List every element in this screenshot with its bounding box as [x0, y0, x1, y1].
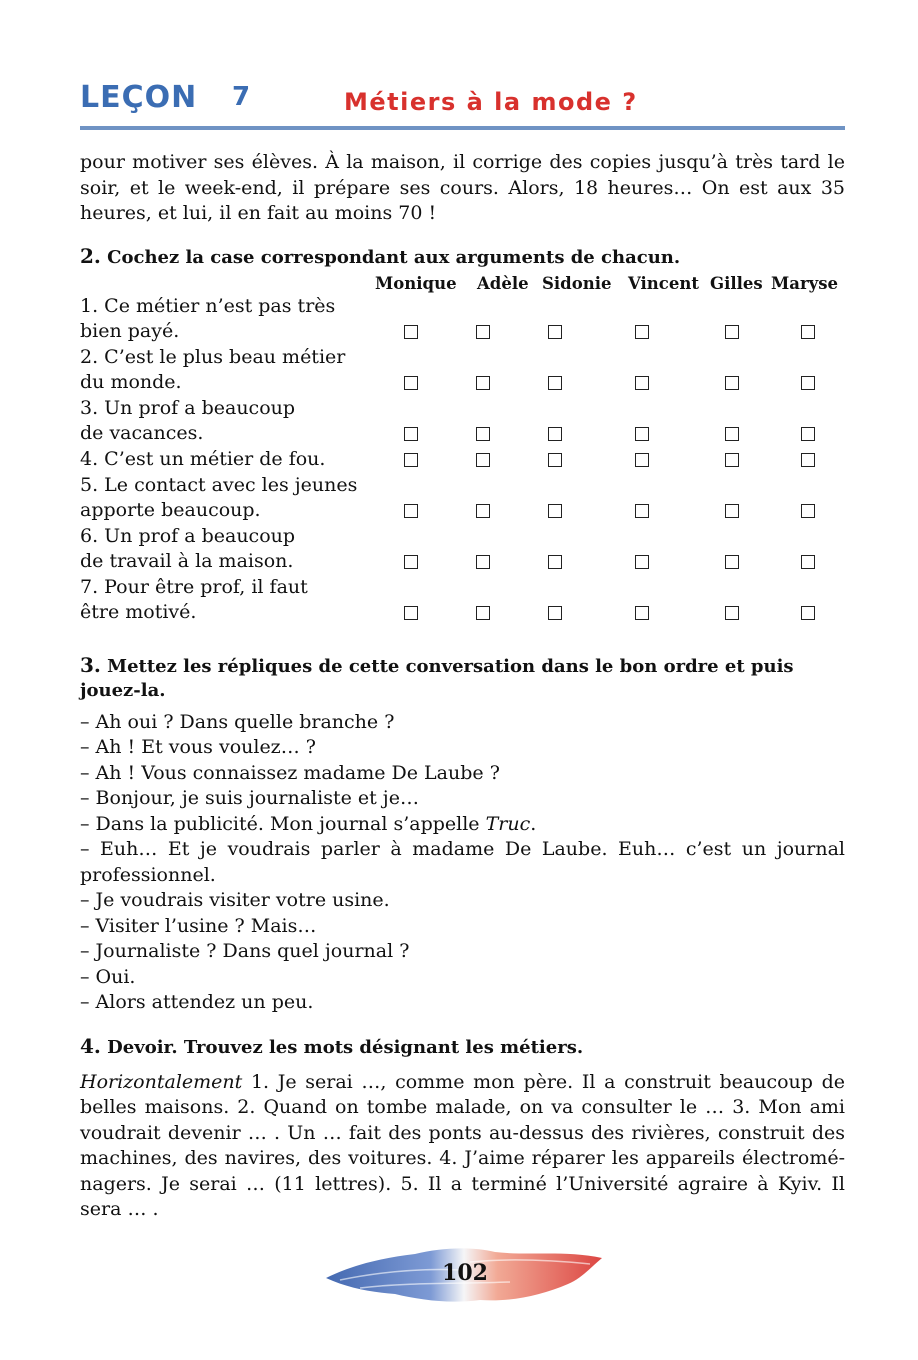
- row-label-line: 4. C’est un métier de fou.: [80, 447, 326, 470]
- answer-checkbox[interactable]: [635, 453, 649, 467]
- exercise-3-heading: [80, 653, 845, 703]
- lesson-label: LEÇON: [80, 80, 198, 115]
- answer-checkbox[interactable]: [476, 325, 490, 339]
- answer-checkbox[interactable]: [801, 376, 815, 390]
- dialogue-line: – Alors attendez un peu.: [80, 991, 314, 1013]
- row-label-line: de travail à la maison.: [80, 550, 294, 572]
- column-header: Maryse: [771, 273, 839, 293]
- table-row-label: [80, 447, 380, 473]
- checkbox-table: [80, 274, 845, 634]
- exercise-4-text: [80, 1070, 845, 1223]
- dialogue-line: [80, 812, 845, 838]
- answer-checkbox[interactable]: [548, 427, 562, 441]
- column-header: Gilles: [710, 273, 763, 293]
- answer-checkbox[interactable]: [801, 325, 815, 339]
- answer-checkbox[interactable]: [548, 453, 562, 467]
- dialogue-line: – Je voudrais visiter votre usine.: [80, 889, 390, 911]
- row-label-line: apporte beaucoup.: [80, 499, 261, 521]
- answer-checkbox[interactable]: [404, 376, 418, 390]
- row-label-line: du monde.: [80, 371, 182, 393]
- dialogue-line-suffix: .: [530, 812, 537, 835]
- row-label-line: 1. Ce métier n’est pas très: [80, 294, 336, 317]
- answer-checkbox[interactable]: [404, 606, 418, 620]
- exercise-2-number: 2.: [80, 243, 101, 268]
- table-row-label: [80, 575, 380, 626]
- answer-checkbox[interactable]: [548, 504, 562, 518]
- answer-checkbox[interactable]: [404, 555, 418, 569]
- table-row-label: [80, 473, 380, 524]
- dialogue-line: – Oui.: [80, 965, 136, 988]
- exercise-4-number: 4.: [80, 1033, 101, 1058]
- exercise-4-body: 1. Je serai …, comme mon père. Il a construit beaucoup de belles maisons. 2. Quand on tombe malade, on va consulter le … 3. Mon ami voudrait devenir … . Un … fait des ponts au-dessus des rivières, construit des machines, des navires, des voitures. 4. J’aime réparer les appareils électroménagers. Je serai … (11 lettres). 5. Il a terminé l’Université agraire à Kyiv. Il sera … .: [80, 1070, 845, 1220]
- exercise-2-instruction: Cochez la case correspondant aux arguments de chacun.: [107, 246, 681, 268]
- answer-checkbox[interactable]: [801, 504, 815, 518]
- answer-checkbox[interactable]: [476, 606, 490, 620]
- table-row-label: [80, 345, 380, 396]
- answer-checkbox[interactable]: [801, 606, 815, 620]
- answer-checkbox[interactable]: [635, 376, 649, 390]
- answer-checkbox[interactable]: [635, 325, 649, 339]
- row-label-line: 6. Un prof a beaucoup: [80, 524, 296, 547]
- answer-checkbox[interactable]: [635, 555, 649, 569]
- exercise-4-instruction: Devoir. Trouvez les mots désignant les métiers.: [107, 1036, 584, 1058]
- answer-checkbox[interactable]: [725, 427, 739, 441]
- answer-checkbox[interactable]: [725, 606, 739, 620]
- page: [80, 78, 845, 1223]
- answer-checkbox[interactable]: [635, 606, 649, 620]
- row-label-line: de vacances.: [80, 422, 204, 444]
- answer-checkbox[interactable]: [476, 427, 490, 441]
- lesson-header: [80, 78, 845, 130]
- answer-checkbox[interactable]: [404, 504, 418, 518]
- dialogue-line: – Bonjour, je suis journaliste et je…: [80, 787, 419, 809]
- row-label-line: 2. C’est le plus beau métier: [80, 345, 346, 368]
- answer-checkbox[interactable]: [635, 504, 649, 518]
- dialogue-line-text: – Dans la publicité. Mon journal s’appelle: [80, 812, 486, 835]
- column-header: Sidonie: [542, 273, 612, 293]
- exercise-4-heading: [80, 1034, 845, 1060]
- answer-checkbox[interactable]: [404, 325, 418, 339]
- answer-checkbox[interactable]: [635, 427, 649, 441]
- intro-paragraph: pour motiver ses élèves. À la maison, il corrige des copies jusqu’à très tard le soir, et le week-end, il prépare ses cours. Alors, 18 heures… On est aux 35 heures, et lui, il en fait au moins 70 !: [80, 151, 845, 224]
- dialogue-line: – Ah oui ? Dans quelle branche ?: [80, 710, 395, 733]
- answer-checkbox[interactable]: [725, 325, 739, 339]
- answer-checkbox[interactable]: [725, 555, 739, 569]
- row-label-line: 5. Le contact avec les jeunes: [80, 473, 358, 496]
- row-label-line: 7. Pour être prof, il faut: [80, 575, 308, 598]
- row-label-line: bien payé.: [80, 320, 180, 342]
- exercise-3-number: 3.: [80, 652, 101, 677]
- column-header: Vincent: [628, 273, 699, 293]
- answer-checkbox[interactable]: [801, 427, 815, 441]
- exercise-4-lead: Horizontalement: [80, 1070, 243, 1093]
- answer-checkbox[interactable]: [725, 453, 739, 467]
- dialogue-lines: [80, 710, 845, 1016]
- answer-checkbox[interactable]: [476, 376, 490, 390]
- table-row-label: [80, 524, 380, 575]
- answer-checkbox[interactable]: [548, 555, 562, 569]
- answer-checkbox[interactable]: [548, 606, 562, 620]
- dialogue-line: – Ah ! Vous connaissez madame De Laube ?: [80, 761, 500, 784]
- answer-checkbox[interactable]: [476, 504, 490, 518]
- answer-checkbox[interactable]: [404, 427, 418, 441]
- answer-checkbox[interactable]: [801, 555, 815, 569]
- row-label-line: 3. Un prof a beaucoup: [80, 396, 296, 419]
- dialogue-line: – Visiter l’usine ? Mais…: [80, 914, 317, 937]
- answer-checkbox[interactable]: [725, 504, 739, 518]
- dialogue-line: – Journaliste ? Dans quel journal ?: [80, 940, 410, 962]
- answer-checkbox[interactable]: [801, 453, 815, 467]
- exercise-2-heading: [80, 244, 845, 270]
- lesson-title: Métiers à la mode ?: [344, 88, 638, 116]
- page-number: 102: [442, 1260, 488, 1286]
- dialogue-line: – Euh… Et je voudrais parler à madame De Laube. Euh… c’est un journal professionnel.: [80, 838, 845, 886]
- exercise-3-instruction: Mettez les répliques de cette conversation dans le bon ordre et puis jouez-la.: [80, 655, 794, 701]
- table-row-label: [80, 396, 380, 447]
- row-label-line: être motivé.: [80, 601, 197, 623]
- column-header: Monique: [375, 273, 457, 293]
- answer-checkbox[interactable]: [548, 376, 562, 390]
- answer-checkbox[interactable]: [404, 453, 418, 467]
- lesson-number: 7: [232, 82, 251, 112]
- column-header: Adèle: [477, 273, 529, 293]
- page-footer: [320, 1238, 610, 1308]
- answer-checkbox[interactable]: [476, 555, 490, 569]
- answer-checkbox[interactable]: [548, 325, 562, 339]
- table-row-label: [80, 294, 380, 345]
- journal-name: Truc: [485, 812, 531, 835]
- answer-checkbox[interactable]: [725, 376, 739, 390]
- answer-checkbox[interactable]: [476, 453, 490, 467]
- dialogue-line: – Ah ! Et vous voulez… ?: [80, 736, 316, 758]
